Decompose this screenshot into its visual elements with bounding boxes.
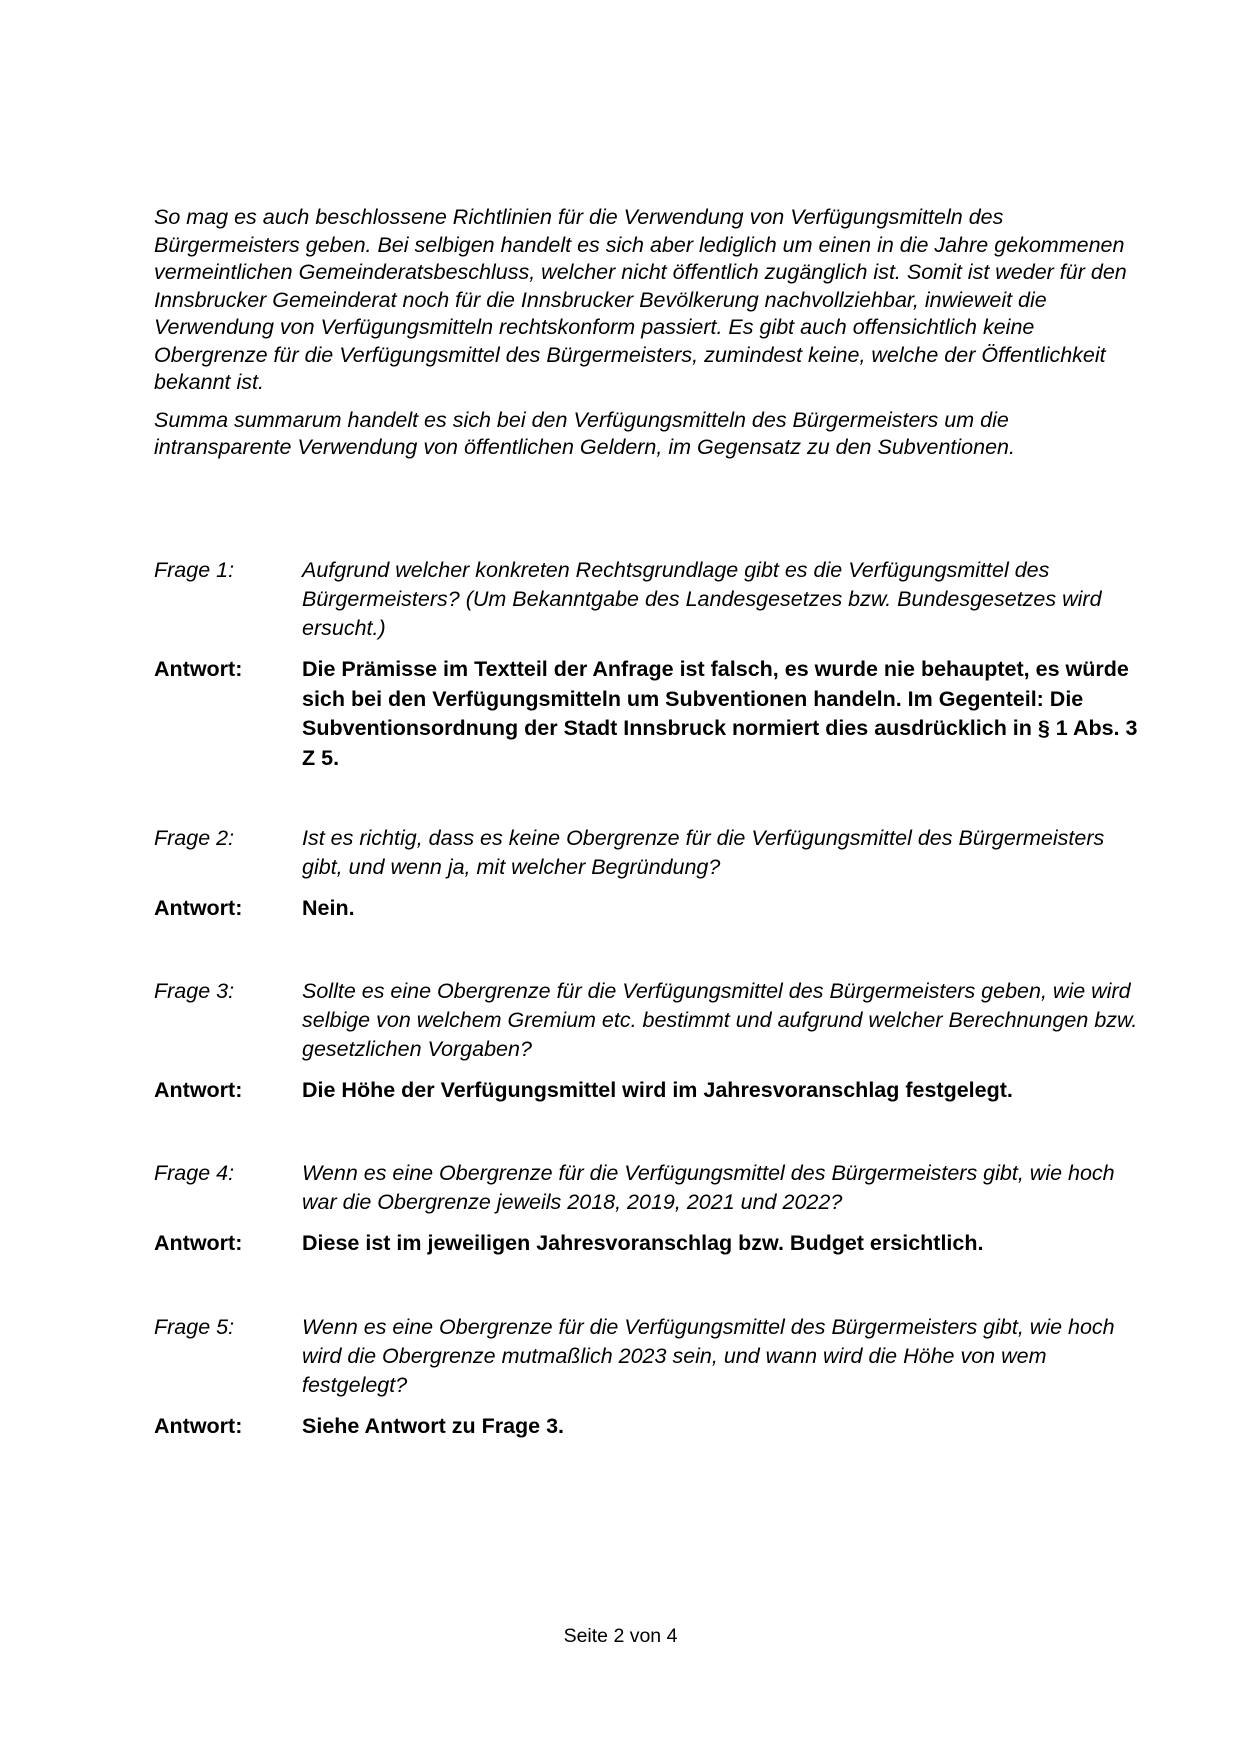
question-row — [154, 1313, 1144, 1400]
answer-label: Antwort: — [154, 896, 243, 920]
answer-row — [154, 1076, 1144, 1106]
answer-text: Diese ist im jeweiligen Jahresvoranschlag bzw. Budget ersichtlich. — [302, 1231, 984, 1255]
answer-label: Antwort: — [154, 1414, 243, 1438]
question-row — [154, 1159, 1144, 1217]
answer-text: Siehe Antwort zu Frage 3. — [302, 1414, 565, 1438]
question-text: Wenn es eine Obergrenze für die Verfügungsmittel des Bürgermeisters gibt, wie hoch war die Obergrenze jeweils 2018, 2019, 2021 und 2022? — [302, 1161, 1115, 1214]
qa-block-4 — [154, 1159, 1144, 1259]
question-label: Frage 4: — [154, 1161, 235, 1185]
question-label: Frage 5: — [154, 1315, 235, 1339]
page-number: Seite 2 von 4 — [563, 1625, 678, 1647]
question-row — [154, 977, 1144, 1064]
answer-row — [154, 655, 1144, 773]
answer-label: Antwort: — [154, 1231, 243, 1255]
question-label: Frage 2: — [154, 826, 235, 850]
answer-text: Die Höhe der Verfügungsmittel wird im Jahresvoranschlag festgelegt. — [302, 1078, 1013, 1102]
qa-block-1 — [154, 556, 1144, 773]
question-row — [154, 824, 1144, 882]
qa-block-3 — [154, 977, 1144, 1106]
intro-section — [154, 204, 1144, 462]
question-text: Ist es richtig, dass es keine Obergrenze für die Verfügungsmittel des Bürgermeisters gibt, und wenn ja, mit welcher Begründung? — [302, 826, 1105, 879]
answer-label: Antwort: — [154, 657, 243, 681]
qa-block-2 — [154, 824, 1144, 924]
qa-block-5 — [154, 1313, 1144, 1442]
question-text: Aufgrund welcher konkreten Rechtsgrundlage gibt es die Verfügungsmittel des Bürgermeisters? (Um Bekanntgabe des Landesgesetzes bzw. Bundesgesetzes wird ersucht.) — [302, 558, 1102, 640]
question-row — [154, 556, 1144, 643]
answer-row — [154, 894, 1144, 924]
question-label: Frage 3: — [154, 979, 235, 1003]
answer-text: Nein. — [302, 896, 355, 920]
intro-paragraph: Summa summarum handelt es sich bei den Verfügungsmitteln des Bürgermeisters um die intransparente Verwendung von öffentlichen Geldern, im Gegensatz zu den Subventionen. — [154, 407, 1015, 459]
question-text: Sollte es eine Obergrenze für die Verfügungsmittel des Bürgermeisters geben, wie wird selbige von welchem Gremium etc. bestimmt und aufgrund welcher Berechnungen bzw. gesetzlichen Vorgaben? — [302, 979, 1138, 1061]
answer-text: Die Prämisse im Textteil der Anfrage ist falsch, es wurde nie behauptet, es würde sich bei den Verfügungsmitteln um Subventionen handeln. Im Gegenteil: Die Subventionsordnung der Stadt Innsbruck normiert dies ausdrücklich in § 1 Abs. 3 Z 5. — [302, 657, 1138, 770]
intro-paragraph: So mag es auch beschlossene Richtlinien für die Verwendung von Verfügungsmitteln des Bürgermeisters geben. Bei selbigen handelt es sich aber lediglich um einen in die Jahre gekommenen vermeintlichen Gemeinderatsbeschluss, welcher nicht öffentlich zugänglich ist. Somit ist weder für den Innsbrucker Gemeinderat noch für die Innsbrucker Bevölkerung nachvollziehbar, inwieweit die Verwendung von Verfügungsmitteln rechtskonform passiert. Es gibt auch offensichtlich keine Obergrenze für die Verfügungsmittel des Bürgermeisters, zumindest keine, welche der Öffentlichkeit bekannt ist. — [154, 205, 1127, 394]
question-text: Wenn es eine Obergrenze für die Verfügungsmittel des Bürgermeisters gibt, wie hoch wird die Obergrenze mutmaßlich 2023 sein, und wann wird die Höhe von wem festgelegt? — [302, 1315, 1115, 1397]
answer-row — [154, 1412, 1144, 1442]
answer-label: Antwort: — [154, 1078, 243, 1102]
answer-row — [154, 1229, 1144, 1259]
question-label: Frage 1: — [154, 558, 235, 582]
